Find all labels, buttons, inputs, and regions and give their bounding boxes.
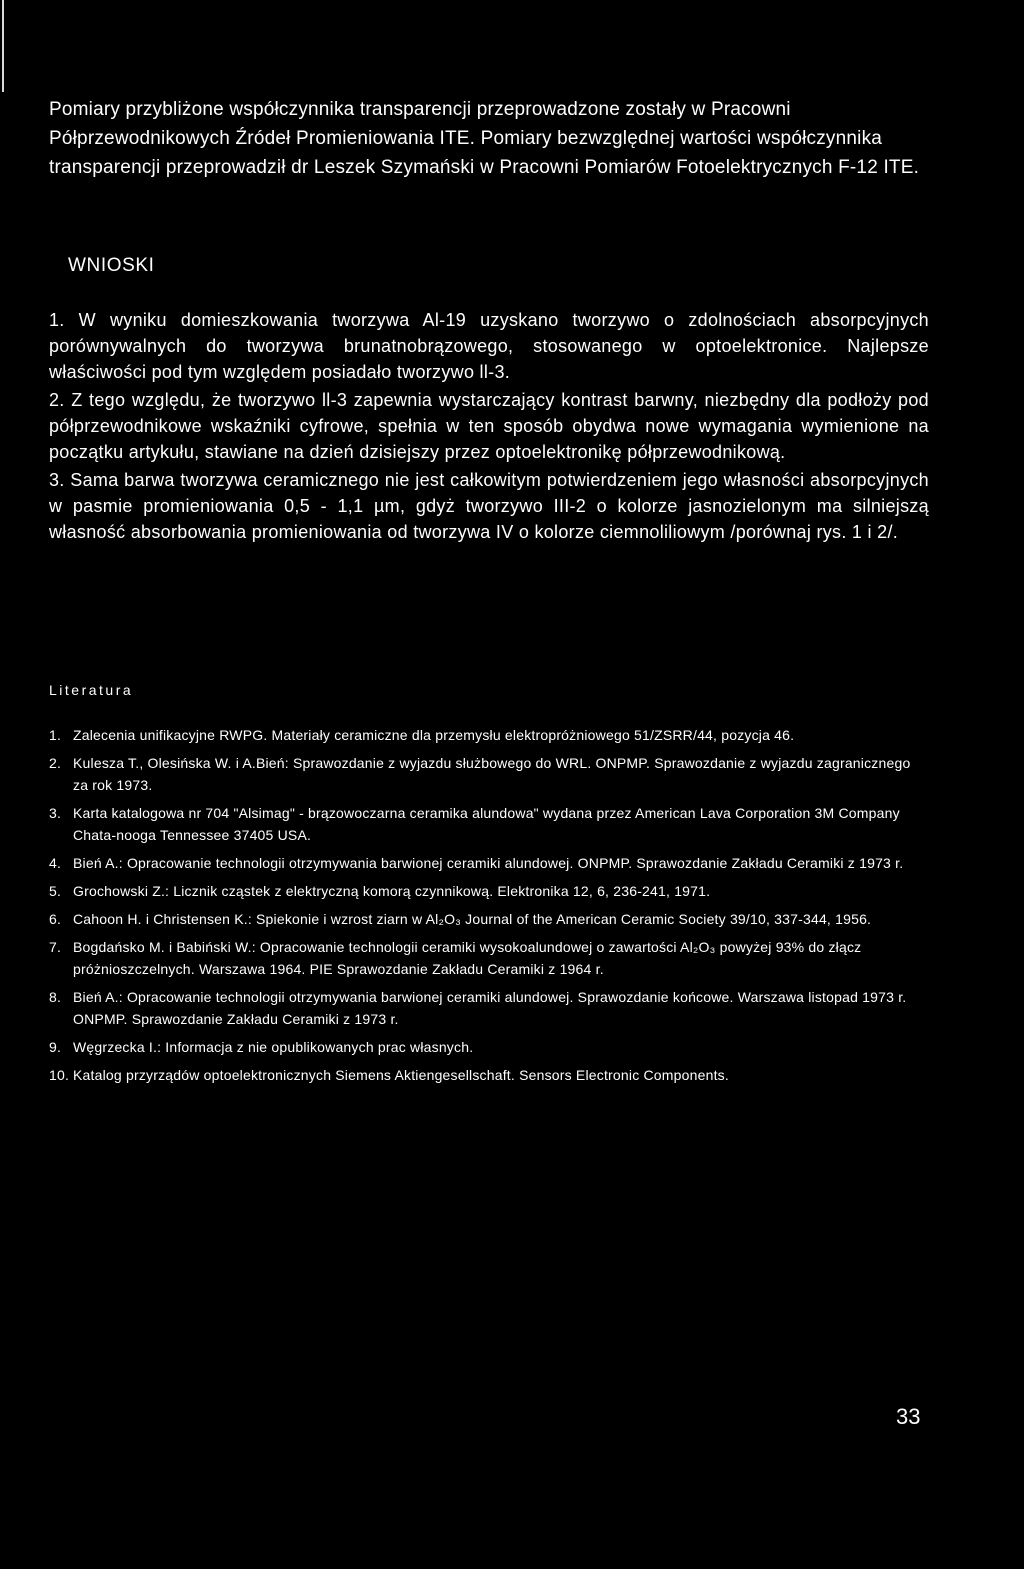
conclusion-text: W wyniku domieszkowania tworzywa Al-19 uzyskano tworzywo o zdolnościach absorpcyjnych porównywalnych do tworzywa brunatnobrązowego, stosowanego w optoelektronice. Najlepsze właściwości pod tym względem posiadało tworzywo ll-3. — [49, 310, 929, 382]
conclusion-text: Sama barwa tworzywa ceramicznego nie jest całkowitym potwierdzeniem jego własności absorpcyjnych w pasmie promieniowania 0,5 - 1,1 µm, gdyż tworzywo III-2 o kolorze jasnozielonym ma silniejszą własność absorbowania promieniowania od tworzywa IV o kolorze ciemnoliliowym /porównaj rys. 1 i 2/. — [49, 470, 929, 542]
reference-text: Katalog przyrządów optoelektronicznych Siemens Aktiengesellschaft. Sensors Electronic Components. — [73, 1067, 729, 1083]
conclusion-number: 3. — [49, 470, 65, 490]
reference-number: 5. — [49, 883, 62, 899]
reference-text: Bień A.: Opracowanie technologii otrzymywania barwionej ceramiki alundowej. Sprawozdanie końcowe. Warszawa listopad 1973 r. ONPMP. Sprawozdanie Zakładu Ceramiki z 1973 r. — [73, 989, 907, 1027]
reference-number: 2. — [49, 755, 62, 771]
scan-edge-mark — [2, 0, 4, 92]
reference-item — [49, 986, 919, 1030]
reference-item — [49, 724, 919, 746]
reference-number: 1. — [49, 727, 62, 743]
reference-item — [49, 1036, 919, 1058]
reference-text: Grochowski Z.: Licznik cząstek z elektryczną komorą czynnikową. Elektronika 12, 6, 236-241, 1971. — [73, 883, 711, 899]
reference-text: Karta katalogowa nr 704 "Alsimag" - brązowoczarna ceramika alundowa" wydana przez American Lava Corporation 3M Company Chata-nooga Tennessee 37405 USA. — [73, 805, 900, 843]
reference-number: 3. — [49, 805, 62, 821]
reference-number: 8. — [49, 989, 62, 1005]
reference-text: Kulesza T., Olesińska W. i A.Bień: Sprawozdanie z wyjazdu służbowego do WRL. ONPMP. Sprawozdanie z wyjazdu zagranicznego za rok 1973. — [73, 755, 911, 793]
reference-number: 9. — [49, 1039, 62, 1055]
literature-heading: Literatura — [49, 682, 134, 698]
reference-number: 6. — [49, 911, 62, 927]
page-number: 33 — [896, 1404, 921, 1429]
conclusion-item — [49, 467, 929, 545]
reference-item — [49, 1064, 919, 1086]
intro-section — [49, 95, 949, 182]
conclusions-list — [49, 307, 929, 547]
conclusion-item — [49, 307, 929, 385]
reference-text: Bogdańsko M. i Babiński W.: Opracowanie technologii ceramiki wysokoalundowej o zawartości Al₂O₃ powyżej 93% do złącz próżnioszczelnych. Warszawa 1964. PIE Sprawozdanie Zakładu Ceramiki z 1964 r. — [73, 939, 862, 977]
reference-item — [49, 908, 919, 930]
intro-paragraph: Pomiary przybliżone współczynnika transparencji przeprowadzone zostały w Pracowni Półprzewodnikowych Źródeł Promieniowania ITE. Pomiary bezwzględnej wartości współczynnika transparencji przeprowadził dr Leszek Szymański w Pracowni Pomiarów Fotoelektrycznych F-12 ITE. — [49, 99, 920, 178]
conclusions-heading: WNIOSKI — [68, 255, 155, 276]
reference-number: 4. — [49, 855, 62, 871]
reference-text: Węgrzecka I.: Informacja z nie opublikowanych prac własnych. — [73, 1039, 474, 1055]
reference-item — [49, 752, 919, 796]
reference-text: Bień A.: Opracowanie technologii otrzymywania barwionej ceramiki alundowej. ONPMP. Sprawozdanie Zakładu Ceramiki z 1973 r. — [73, 855, 904, 871]
conclusion-text: Z tego względu, że tworzywo ll-3 zapewnia wystarczający kontrast barwny, niezbędny dla podłoży pod półprzewodnikowe wskaźniki cyfrowe, spełnia w ten sposób obydwa nowe wymagania wymienione na początku artykułu, stawiane na dzień dzisiejszy przez optoelektronikę półprzewodnikową. — [49, 390, 929, 462]
conclusion-item — [49, 387, 929, 465]
reference-text: Zalecenia unifikacyjne RWPG. Materiały ceramiczne dla przemysłu elektropróżniowego 51/ZSRR/44, pozycja 46. — [73, 727, 795, 743]
reference-number: 7. — [49, 939, 62, 955]
literature-list — [49, 724, 919, 1092]
conclusion-number: 1. — [49, 310, 65, 330]
reference-item — [49, 802, 919, 846]
reference-item — [49, 880, 919, 902]
reference-item — [49, 936, 919, 980]
reference-item — [49, 852, 919, 874]
conclusion-number: 2. — [49, 390, 65, 410]
reference-number: 10. — [49, 1067, 70, 1083]
reference-text: Cahoon H. i Christensen K.: Spiekonie i wzrost ziarn w Al₂O₃ Journal of the American Ceramic Society 39/10, 337-344, 1956. — [73, 911, 872, 927]
